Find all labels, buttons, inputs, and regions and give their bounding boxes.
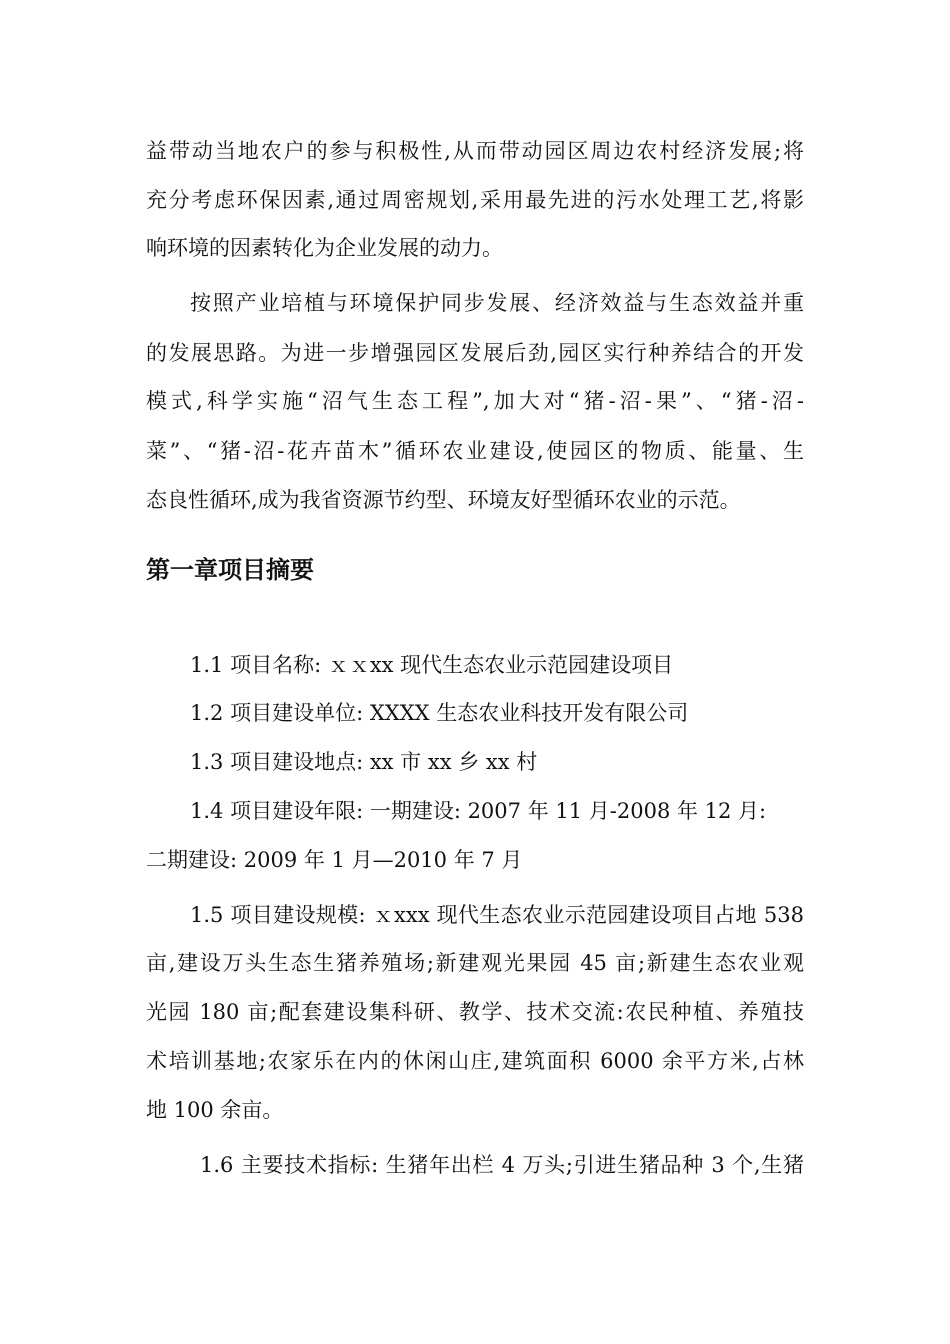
paragraph2-line-4: 菜”、“猪-沼-花卉苗木”循环农业建设,使园区的物质、能量、生 xyxy=(146,439,804,463)
paragraph2-line-2: 的发展思路。为进一步增强园区发展后劲,园区实行种养结合的开发 xyxy=(146,341,804,365)
item-1-5-line-3: 光园 180 亩;配套建设集科研、教学、技术交流:农民种植、养殖技 xyxy=(146,1000,804,1024)
paragraph2-line-5: 态良性循环,成为我省资源节约型、环境友好型循环农业的示范。 xyxy=(146,488,741,512)
intro-line-3: 响环境的因素转化为企业发展的动力。 xyxy=(146,236,503,260)
item-1-5-line-1: 1.5 项目建设规模: ｘxxx 现代生态农业示范园建设项目占地 538 xyxy=(190,903,804,927)
item-1-5-line-4: 术培训基地;农家乐在内的休闲山庄,建筑面积 6000 余平方米,占林 xyxy=(146,1049,804,1073)
item-1-6: 1.6 主要技术指标: 生猪年出栏 4 万头;引进生猪品种 3 个,生猪 xyxy=(200,1153,804,1177)
item-1-2: 1.2 项目建设单位: XXXX 生态农业科技开发有限公司 xyxy=(190,701,689,725)
item-1-1: 1.1 项目名称: ｘｘxx 现代生态农业示范园建设项目 xyxy=(190,653,674,677)
item-1-5-line-2: 亩,建设万头生态生猪养殖场;新建观光果园 45 亩;新建生态农业观 xyxy=(146,951,804,975)
paragraph2-line-3: 模式,科学实施“沼气生态工程”,加大对“猪-沼-果”、“猪-沼- xyxy=(146,389,804,413)
item-1-5-line-5: 地 100 余亩。 xyxy=(146,1098,284,1122)
paragraph2-line-1: 按照产业培植与环境保护同步发展、经济效益与生态效益并重 xyxy=(190,291,804,315)
item-1-3: 1.3 项目建设地点: xx 市 xx 乡 xx 村 xyxy=(190,750,538,774)
intro-line-1: 益带动当地农户的参与积极性,从而带动园区周边农村经济发展;将 xyxy=(146,139,804,163)
item-1-4-line-2: 二期建设: 2009 年 1 月—2010 年 7 月 xyxy=(146,848,523,872)
item-1-4-line-1: 1.4 项目建设年限: 一期建设: 2007 年 11 月-2008 年 12 月: xyxy=(190,799,767,823)
intro-line-2: 充分考虑环保因素,通过周密规划,采用最先进的污水处理工艺,将影 xyxy=(146,188,804,212)
chapter-title: 第一章项目摘要 xyxy=(146,556,314,584)
